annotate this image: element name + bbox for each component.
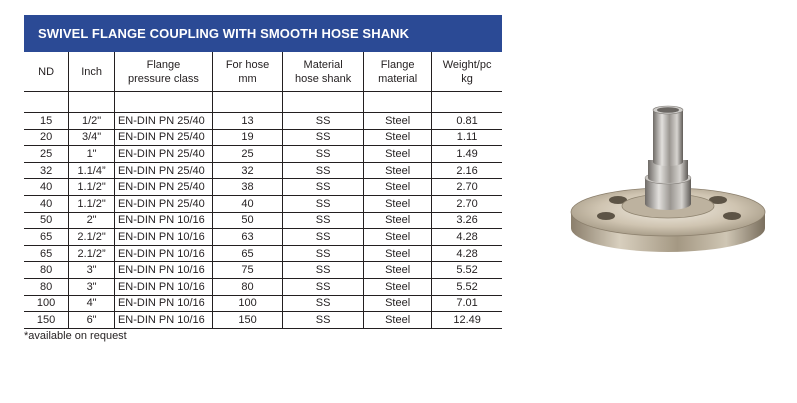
cell-nd: 65 (24, 245, 69, 262)
cell-hose-material: SS (283, 262, 364, 279)
cell-inch: 1.1/4” (69, 162, 115, 179)
table-row (24, 245, 502, 262)
cell-inch: 4" (69, 295, 115, 312)
table-row (24, 129, 502, 146)
cell-flange-material: Steel (364, 179, 432, 196)
cell-flange-material: Steel (364, 295, 432, 312)
cell-pressure-class: EN-DIN PN 10/16 (114, 245, 212, 262)
cell-weight: 7.01 (432, 295, 502, 312)
cell-flange-material: Steel (364, 229, 432, 246)
cell-hose-material: SS (283, 295, 364, 312)
header-inch: Inch (69, 52, 115, 92)
cell-hose-material: SS (283, 129, 364, 146)
cell-hose-material: SS (283, 113, 364, 130)
cell-pressure-class: EN-DIN PN 25/40 (114, 195, 212, 212)
table-row (24, 162, 502, 179)
cell-hose-size: 40 (212, 195, 282, 212)
cell-flange-material: Steel (364, 113, 432, 130)
cell-hose-size: 25 (212, 146, 282, 163)
table-row (24, 195, 502, 212)
cell-nd: 40 (24, 179, 69, 196)
table-row (24, 146, 502, 163)
cell-hose-size: 75 (212, 262, 282, 279)
cell-hose-size: 150 (212, 312, 282, 329)
cell-flange-material: Steel (364, 212, 432, 229)
flange-coupling-photo (566, 100, 771, 256)
cell-weight: 2.70 (432, 179, 502, 196)
cell-inch: 2.1/2" (69, 229, 115, 246)
cell-pressure-class: EN-DIN PN 10/16 (114, 262, 212, 279)
cell-hose-size: 63 (212, 229, 282, 246)
cell-hose-material: SS (283, 312, 364, 329)
footnote: *available on request (24, 330, 127, 342)
table-row (24, 278, 502, 295)
cell-nd: 150 (24, 312, 69, 329)
table-row (24, 212, 502, 229)
cell-pressure-class: EN-DIN PN 10/16 (114, 278, 212, 295)
cell-inch: 1/2" (69, 113, 115, 130)
cell-nd: 80 (24, 278, 69, 295)
cell-hose-material: SS (283, 278, 364, 295)
cell-hose-size: 50 (212, 212, 282, 229)
cell-weight: 12.49 (432, 312, 502, 329)
cell-nd: 15 (24, 113, 69, 130)
cell-inch: 3/4" (69, 129, 115, 146)
cell-nd: 65 (24, 229, 69, 246)
cell-flange-material: Steel (364, 278, 432, 295)
table-row (24, 312, 502, 329)
cell-inch: 6" (69, 312, 115, 329)
cell-inch: 2" (69, 212, 115, 229)
cell-inch: 2.1/2” (69, 245, 115, 262)
header-hose-size: For hose mm (212, 52, 282, 92)
cell-nd: 80 (24, 262, 69, 279)
cell-flange-material: Steel (364, 262, 432, 279)
cell-hose-size: 65 (212, 245, 282, 262)
cell-flange-material: Steel (364, 162, 432, 179)
spacer-row (24, 92, 502, 113)
cell-hose-material: SS (283, 179, 364, 196)
header-pressure-class: Flange pressure class (114, 52, 212, 92)
header-hose-material: Material hose shank (283, 52, 364, 92)
cell-inch: 3" (69, 278, 115, 295)
spec-table (24, 52, 502, 329)
cell-nd: 25 (24, 146, 69, 163)
cell-pressure-class: EN-DIN PN 10/16 (114, 312, 212, 329)
cell-hose-size: 100 (212, 295, 282, 312)
cell-hose-material: SS (283, 212, 364, 229)
cell-pressure-class: EN-DIN PN 10/16 (114, 295, 212, 312)
cell-weight: 1.11 (432, 129, 502, 146)
cell-nd: 40 (24, 195, 69, 212)
header-row (24, 52, 502, 92)
cell-hose-size: 38 (212, 179, 282, 196)
header-flange-material: Flange material (364, 52, 432, 92)
cell-weight: 3.26 (432, 212, 502, 229)
cell-weight: 2.16 (432, 162, 502, 179)
cell-flange-material: Steel (364, 129, 432, 146)
cell-nd: 50 (24, 212, 69, 229)
cell-hose-size: 19 (212, 129, 282, 146)
cell-hose-material: SS (283, 229, 364, 246)
cell-hose-size: 32 (212, 162, 282, 179)
cell-hose-size: 13 (212, 113, 282, 130)
cell-weight: 5.52 (432, 262, 502, 279)
cell-hose-material: SS (283, 162, 364, 179)
table-row (24, 179, 502, 196)
cell-weight: 0.81 (432, 113, 502, 130)
cell-flange-material: Steel (364, 146, 432, 163)
cell-hose-material: SS (283, 195, 364, 212)
cell-nd: 20 (24, 129, 69, 146)
cell-hose-material: SS (283, 146, 364, 163)
table-row (24, 262, 502, 279)
cell-flange-material: Steel (364, 245, 432, 262)
table-row (24, 113, 502, 130)
cell-pressure-class: EN-DIN PN 10/16 (114, 212, 212, 229)
table-row (24, 229, 502, 246)
cell-pressure-class: EN-DIN PN 25/40 (114, 113, 212, 130)
header-weight: Weight/pc kg (432, 52, 502, 92)
cell-inch: 1" (69, 146, 115, 163)
table-row (24, 295, 502, 312)
cell-inch: 1.1/2" (69, 179, 115, 196)
cell-weight: 1.49 (432, 146, 502, 163)
cell-pressure-class: EN-DIN PN 25/40 (114, 179, 212, 196)
cell-inch: 1.1/2" (69, 195, 115, 212)
cell-flange-material: Steel (364, 195, 432, 212)
cell-pressure-class: EN-DIN PN 10/16 (114, 229, 212, 246)
cell-nd: 32 (24, 162, 69, 179)
cell-weight: 2.70 (432, 195, 502, 212)
cell-weight: 4.28 (432, 229, 502, 246)
cell-pressure-class: EN-DIN PN 25/40 (114, 146, 212, 163)
cell-hose-material: SS (283, 245, 364, 262)
cell-flange-material: Steel (364, 312, 432, 329)
cell-pressure-class: EN-DIN PN 25/40 (114, 162, 212, 179)
header-nd: ND (24, 52, 69, 92)
cell-inch: 3" (69, 262, 115, 279)
cell-nd: 100 (24, 295, 69, 312)
cell-pressure-class: EN-DIN PN 25/40 (114, 129, 212, 146)
cell-weight: 5.52 (432, 278, 502, 295)
cell-hose-size: 80 (212, 278, 282, 295)
table-title: SWIVEL FLANGE COUPLING WITH SMOOTH HOSE SHANK (24, 15, 502, 52)
cell-weight: 4.28 (432, 245, 502, 262)
